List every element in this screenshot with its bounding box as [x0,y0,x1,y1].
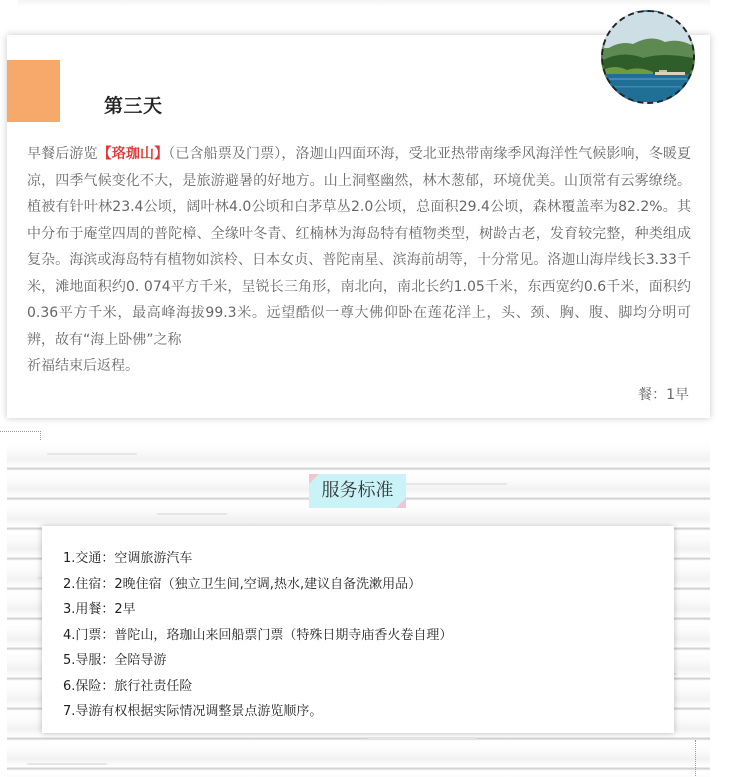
service-list [63,546,452,725]
lake-mountain-photo-icon [601,10,695,104]
photo-scene [603,12,693,102]
dotted-frame-corner-bottom [695,740,716,777]
service-item-lodging: 2.住宿：2晚住宿（独立卫生间,空调,热水,建议自备洗漱用品） [63,576,422,592]
service-item-order-note: 7.导游有权根据实际情况调整景点游览顺序。 [63,704,323,719]
service-card [42,526,674,733]
top-divider [18,0,710,6]
desc-prefix: 早餐后游览 [27,146,98,162]
day-card [7,35,710,418]
service-item-tickets: 4.门票：普陀山，珞珈山来回船票门票（特殊日期寺庙香火卷自理） [63,627,453,643]
service-title-label [309,474,406,508]
desc-body: （已含船票及门票），洛迦山四面环海，受北亚热带南缘季风海洋性气候影响，冬暖夏凉，四季气候变化不大，是旅游避暑的好地方。山上洞壑幽然，林木葱郁，环境优美。山顶常有云雾缭绕。植被有针叶林23.4公顷，阔叶林4.0公顷和白茅草丛2.0公顷，总面积29.4公顷，森林覆盖率为82.2%。其中分布于庵堂四周的普陀樟、全缘叶冬青、红楠林为海岛特有植物类型，树龄古老，发育较完整，种类组成复杂。海滨或海岛特有植物如滨柃、日本女贞、普陀南星、滨海前胡等，十分常见。洛迦山海岸线长3.33千米，滩地面积约0. 074平方千米，呈锐长三角形，南北向，南北长约1.05千米，东西宽约0.6千米，面积约0.36平方千米，最高峰海拔99.3米。远望酷似一尊大佛仰卧在莲花洋上，头、颈、胸、腹、脚均分明可辨，故有“海上卧佛”之称 [27,146,692,348]
day-accent-block [7,60,60,122]
service-item-guide: 5.导服：全陪导游 [63,653,167,668]
meal-info: 餐：1早 [638,387,689,403]
day-description [27,141,691,380]
day-title: 第三天 [104,95,163,117]
service-item-meals: 3.用餐：2早 [63,602,136,617]
desc-highlight-attraction: 【珞珈山】 [97,146,169,162]
service-item-transport: 1.交通：空调旅游汽车 [63,551,193,566]
service-item-insurance: 6.保险：旅行社责任险 [63,678,193,694]
desc-ending: 祈福结束后返程。 [27,358,139,374]
service-title: 服务标准 [321,480,394,501]
